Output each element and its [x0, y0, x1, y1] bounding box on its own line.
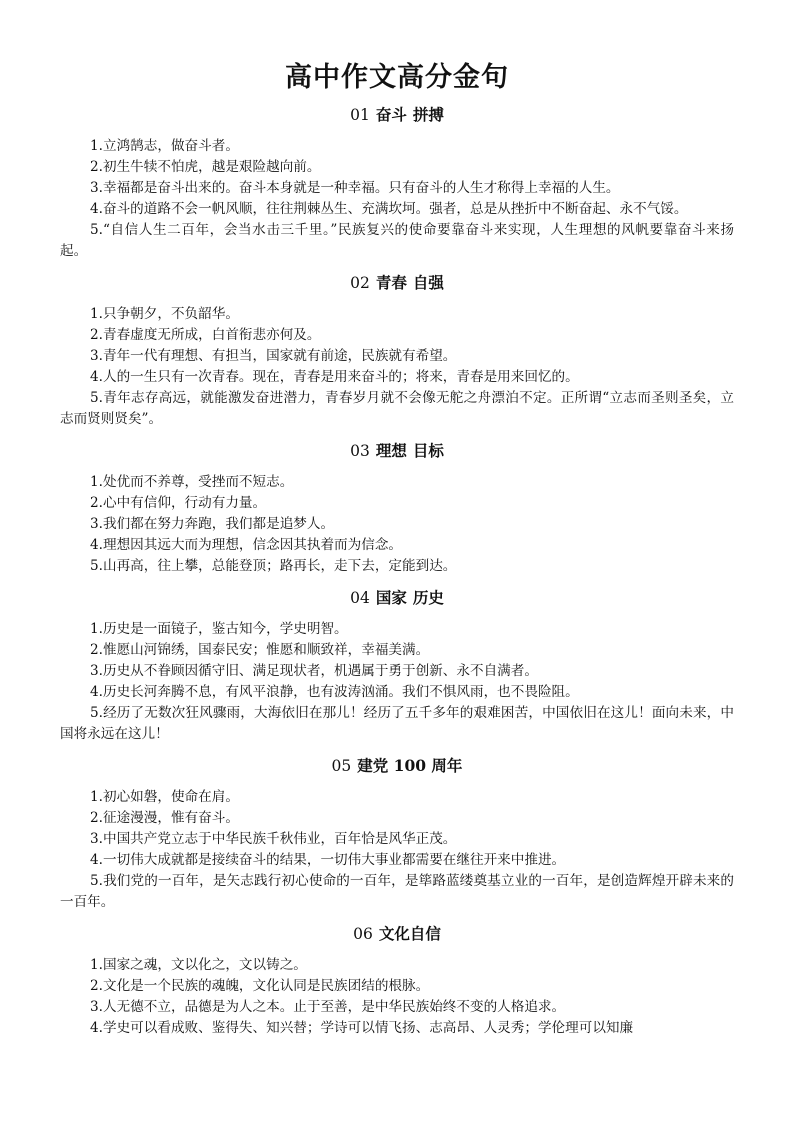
list-item: 3.幸福都是奋斗出来的。奋斗本身就是一种幸福。只有奋斗的人生才称得上幸福的人生。	[90, 180, 620, 196]
section-gap	[60, 745, 734, 755]
section-heading	[60, 272, 734, 294]
section-heading	[60, 104, 734, 126]
section-heading-text: 奋斗	[375, 105, 407, 124]
list-item: 2.惟愿山河锦绣，国泰民安；惟愿和顺致祥，幸福美满。	[90, 642, 430, 658]
list-item: 3.中国共产党立志于中华民族千秋伟业，百年恰是风华正茂。	[90, 831, 457, 847]
section-heading	[60, 923, 734, 945]
list-item: 1.初心如磐，使命在肩。	[90, 789, 239, 805]
list-item: 2.青春虚度无所成，白首衔悲亦何及。	[90, 327, 321, 343]
section-heading-text: 青春	[375, 273, 407, 292]
section-heading-subtext: 自强	[412, 273, 444, 292]
section-03	[60, 440, 734, 577]
section-heading	[60, 755, 734, 777]
list-item: 4.奋斗的道路不会一帆风顺，往往荆棘丛生、充满坎坷。强者，总是从挫折中不断奋起、永不气馁。	[90, 201, 688, 217]
list-item: 2.文化是一个民族的魂魄，文化认同是民族团结的根脉。	[90, 978, 430, 994]
document-title: 高中作文高分金句	[285, 62, 509, 93]
section-gap	[60, 262, 734, 272]
section-gap	[60, 577, 734, 587]
section-heading-text: 文化自信	[378, 924, 441, 943]
list-item: 3.青年一代有理想、有担当，国家就有前途，民族就有希望。	[90, 348, 457, 364]
section-number: 01	[350, 106, 370, 124]
list-item: 1.只争朝夕，不负韶华。	[90, 306, 239, 322]
list-item: 2.心中有信仰，行动有力量。	[90, 495, 267, 511]
section-heading-text: 建党 100 周年	[357, 756, 463, 775]
section-heading-subtext: 历史	[412, 588, 444, 607]
section-gap	[60, 913, 734, 923]
section-04	[60, 587, 734, 745]
section-number: 05	[331, 757, 352, 775]
list-item: 4.理想因其远大而为理想，信念因其执着而为信念。	[90, 537, 403, 553]
list-item: 5.“自信人生二百年，会当水击三千里。”民族复兴的使命要靠奋斗来实现，人生理想的风帆要靠奋斗来扬起。	[60, 222, 734, 259]
list-item: 4.学史可以看成败、鉴得失、知兴替；学诗可以情飞扬、志高昂、人灵秀；学伦理可以知廉	[90, 1020, 634, 1036]
section-number: 03	[350, 442, 370, 460]
list-item: 4.历史长河奔腾不息，有风平浪静，也有波涛汹涌。我们不惧风雨，也不畏险阻。	[90, 684, 579, 700]
section-number: 04	[350, 589, 370, 607]
section-heading-text: 理想	[375, 441, 407, 460]
section-heading-subtext: 拼搏	[412, 105, 444, 124]
list-item: 2.征途漫漫，惟有奋斗。	[90, 810, 239, 826]
section-number: 02	[350, 274, 370, 292]
section-06	[60, 923, 734, 1039]
list-item: 1.处优而不养尊，受挫而不短志。	[90, 474, 294, 490]
list-item: 5.山再高，往上攀，总能登顶；路再长，走下去，定能到达。	[90, 558, 457, 574]
list-item: 3.我们都在努力奔跑，我们都是追梦人。	[90, 516, 335, 532]
section-01	[60, 104, 734, 262]
section-gap	[60, 430, 734, 440]
section-05	[60, 755, 734, 913]
sections-container	[60, 104, 734, 1039]
section-heading-subtext: 目标	[412, 441, 444, 460]
section-heading-text: 国家	[375, 588, 407, 607]
list-item: 4.人的一生只有一次青春。现在，青春是用来奋斗的；将来，青春是用来回忆的。	[90, 369, 579, 385]
list-item: 1.历史是一面镜子，鉴古知今，学史明智。	[90, 621, 348, 637]
list-item: 5.经历了无数次狂风骤雨，大海依旧在那儿！经历了五千多年的艰难困苦，中国依旧在这儿！面向未来，中国将永远在这儿！	[60, 705, 734, 742]
section-heading	[60, 440, 734, 462]
list-item: 5.青年志存高远，就能激发奋进潜力，青春岁月就不会像无舵之舟漂泊不定。正所谓“立志而圣则圣矣，立志而贤则贤矣”。	[60, 390, 734, 427]
section-heading	[60, 587, 734, 609]
list-item: 3.历史从不眷顾因循守旧、满足现状者，机遇属于勇于创新、永不自满者。	[90, 663, 538, 679]
list-item: 5.我们党的一百年，是矢志践行初心使命的一百年，是筚路蓝缕奠基立业的一百年，是创造辉煌开辟未来的一百年。	[60, 873, 734, 910]
document-page	[60, 60, 734, 1039]
list-item: 1.立鸿鹄志，做奋斗者。	[90, 138, 239, 154]
list-item: 4.一切伟大成就都是接续奋斗的结果，一切伟大事业都需要在继往开来中推进。	[90, 852, 566, 868]
section-number: 06	[353, 925, 373, 943]
section-02	[60, 272, 734, 430]
list-item: 2.初生牛犊不怕虎，越是艰险越向前。	[90, 159, 321, 175]
list-item: 3.人无德不立，品德是为人之本。止于至善，是中华民族始终不变的人格追求。	[90, 999, 566, 1015]
list-item: 1.国家之魂，文以化之，文以铸之。	[90, 957, 307, 973]
